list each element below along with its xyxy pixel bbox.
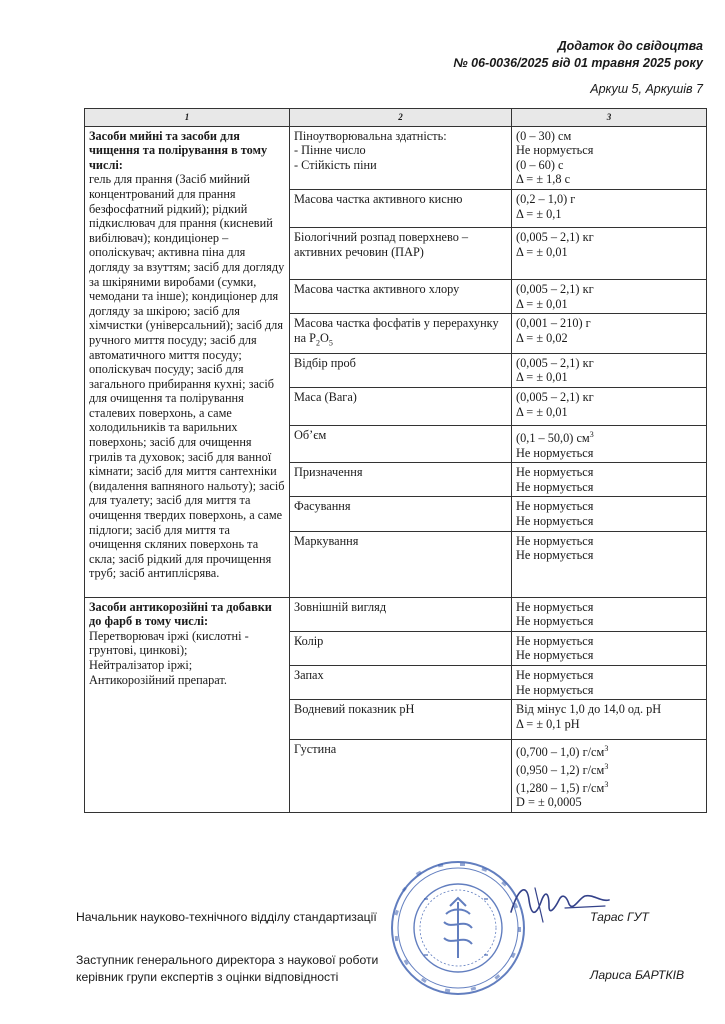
cell-line: Призначення bbox=[294, 465, 363, 480]
table-row bbox=[85, 597, 707, 631]
cell-line: Δ = ± 0,01 bbox=[516, 370, 568, 385]
range-cell bbox=[512, 700, 707, 740]
cell-line bbox=[516, 742, 702, 760]
scope-table bbox=[84, 108, 707, 813]
cell-line: Δ = ± 0,1 pH bbox=[516, 716, 580, 731]
range-cell bbox=[512, 463, 707, 497]
range-text: (0,1 – 50,0) см bbox=[516, 431, 590, 446]
range-text: (0,950 – 1,2) г/см bbox=[516, 762, 605, 777]
appendix-title: Додаток до свідоцтва bbox=[557, 39, 703, 53]
parameter-subscript: 5 bbox=[328, 338, 333, 348]
range-cell bbox=[512, 126, 707, 189]
cell-line: Не нормується bbox=[516, 465, 594, 480]
range-superscript: 3 bbox=[589, 429, 594, 439]
footer-signatory-2-name: Лариса БАРТКІВ bbox=[590, 968, 685, 982]
category-item: Антикорозійний препарат. bbox=[89, 672, 227, 687]
cell-line: Не нормується bbox=[516, 143, 594, 158]
group1-category-cell bbox=[85, 126, 290, 597]
cell-line: (0,2 – 1,0) г bbox=[516, 191, 576, 206]
parameter-cell bbox=[290, 189, 512, 227]
range-cell bbox=[512, 740, 707, 813]
range-text: (1,280 – 1,5) г/см bbox=[516, 780, 605, 795]
category-title: Засоби антикорозійні та добавки до фарб в тому числі: bbox=[89, 599, 272, 629]
cell-line: Не нормується bbox=[516, 548, 594, 563]
cell-line: Не нормується bbox=[516, 445, 594, 460]
range-cell bbox=[512, 387, 707, 425]
range-superscript: 3 bbox=[604, 761, 609, 771]
cell-line: Не нормується bbox=[516, 533, 594, 548]
cell-line: (0 – 60) с bbox=[516, 157, 564, 172]
parameter-cell bbox=[290, 353, 512, 387]
cell-line: - Пінне число bbox=[294, 143, 366, 158]
cell-line: Біологічний розпад поверхнево – активних речовин (ПАР) bbox=[294, 229, 469, 259]
parameter-cell bbox=[290, 387, 512, 425]
cell-line: Не нормується bbox=[516, 668, 594, 683]
range-cell bbox=[512, 227, 707, 279]
category-title: Засоби мийні та засоби для чищення та полірування в тому числі: bbox=[89, 128, 268, 172]
range-cell bbox=[512, 189, 707, 227]
cell-line: Δ = ± 0,02 bbox=[516, 330, 568, 345]
cell-line: Відбір проб bbox=[294, 355, 356, 370]
range-cell bbox=[512, 631, 707, 665]
cell-line: Зовнішній вигляд bbox=[294, 599, 387, 614]
range-cell bbox=[512, 597, 707, 631]
parameter-cell bbox=[290, 700, 512, 740]
parameter-cell bbox=[290, 531, 512, 597]
parameter-cell bbox=[290, 740, 512, 813]
col-header-2: 2 bbox=[290, 109, 512, 127]
cell-line: Не нормується bbox=[516, 648, 594, 663]
parameter-text: O bbox=[319, 330, 329, 345]
cell-line: Не нормується bbox=[516, 499, 594, 514]
parameter-cell bbox=[290, 425, 512, 462]
cell-line: (0,005 – 2,1) кг bbox=[516, 229, 594, 244]
range-cell bbox=[512, 279, 707, 313]
cell-line bbox=[516, 778, 702, 796]
parameter-subscript: 2 bbox=[315, 338, 320, 348]
range-superscript: 3 bbox=[604, 744, 609, 754]
handwritten-signature-icon bbox=[505, 878, 615, 928]
cell-line: Не нормується bbox=[516, 599, 594, 614]
cell-line: Не нормується bbox=[516, 479, 594, 494]
parameter-cell bbox=[290, 631, 512, 665]
cell-line: (0,005 – 2,1) кг bbox=[516, 389, 594, 404]
cell-line: Від мінус 1,0 до 14,0 од. pH bbox=[516, 702, 662, 717]
document-header bbox=[453, 38, 703, 72]
range-text: (0,700 – 1,0) г/см bbox=[516, 745, 605, 760]
cell-line: (0 – 30) см bbox=[516, 128, 572, 143]
parameter-cell bbox=[290, 279, 512, 313]
range-cell bbox=[512, 314, 707, 354]
table-header-row bbox=[85, 109, 707, 127]
category-description: гель для прання (Засіб мийний концентрований для прання безфосфатний рідкий); рідкий підкислювач для прання (кисневий вибілювач); кондиціонер – ополіскувач; активна піна для догляду за взуттям; засіб для догляду за шкіряними виробами (сумки, чемодани та інше); кондиціонер для догляду за шкірою; засіб для хімчистки (універсальний); засіб для ручного миття посуду; засіб для автоматичного миття посуду; ополіскувач посуду; засіб для загального прибирання кухні; засіб для очищення та полірування сталевих поверхонь, а саме холодильників та варильних поверхонь; засіб для очищення грилів та духовок; засіб для ванної кімнати; засіб для миття сантехніки (видалення вапняного нальоту); засіб для туалету; засіб для миття та очищення твердих поверхонь, а саме підлоги; засіб для миття та очищення скляних поверхонь та скла; засіб рідкий для прочищення труб; засіб антиплісрява. bbox=[89, 172, 285, 581]
cell-line: Масова частка активного кисню bbox=[294, 191, 463, 206]
range-superscript: 3 bbox=[604, 779, 609, 789]
cell-line: Фасування bbox=[294, 499, 351, 514]
cell-line: Маркування bbox=[294, 533, 359, 548]
range-cell bbox=[512, 666, 707, 700]
cell-line: Масова частка активного хлору bbox=[294, 281, 460, 296]
cell-line bbox=[516, 428, 702, 446]
col-header-1: 1 bbox=[85, 109, 290, 127]
cell-line: Густина bbox=[294, 742, 337, 757]
certificate-number: № 06-0036/2025 від 01 травня 2025 року bbox=[453, 56, 703, 70]
category-item: Нейтралізатор іржі; bbox=[89, 658, 193, 673]
range-cell bbox=[512, 497, 707, 531]
cell-line: Об’єм bbox=[294, 427, 327, 442]
cell-line: (0,001 – 210) г bbox=[516, 316, 591, 331]
cell-line: (0,005 – 2,1) кг bbox=[516, 355, 594, 370]
sheet-number: Аркуш 5, Аркушів 7 bbox=[590, 82, 703, 96]
cell-line: Не нормується bbox=[516, 633, 594, 648]
parameter-cell bbox=[290, 227, 512, 279]
range-cell bbox=[512, 425, 707, 462]
parameter-text: Масова частка фосфатів у перерахунку на P bbox=[294, 316, 499, 345]
footer-signatory-1-title: Начальник науково-технічного відділу стандартизації bbox=[76, 910, 377, 924]
cell-line: - Стійкість піни bbox=[294, 157, 377, 172]
parameter-cell bbox=[290, 463, 512, 497]
parameter-cell bbox=[290, 314, 512, 354]
cell-line: Запах bbox=[294, 668, 324, 683]
cell-line: Не нормується bbox=[516, 614, 594, 629]
cell-line: D = ± 0,0005 bbox=[516, 795, 582, 810]
cell-line: Δ = ± 0,01 bbox=[516, 244, 568, 259]
table-row bbox=[85, 126, 707, 189]
parameter-cell bbox=[290, 126, 512, 189]
group2-category-cell bbox=[85, 597, 290, 812]
range-cell bbox=[512, 353, 707, 387]
parameter-cell bbox=[290, 597, 512, 631]
cell-line: Колір bbox=[294, 633, 324, 648]
category-item: Перетворювач іржі (кислотні - грунтові, цинкові); bbox=[89, 628, 249, 658]
cell-line: Не нормується bbox=[516, 682, 594, 697]
cell-line: Δ = ± 0,01 bbox=[516, 296, 568, 311]
footer-signatory-2-title bbox=[76, 952, 378, 986]
range-cell bbox=[512, 531, 707, 597]
cell-line: Піноутворювальна здатність: bbox=[294, 128, 447, 143]
parameter-cell bbox=[290, 666, 512, 700]
cell-line: Δ = ± 1,8 с bbox=[516, 172, 571, 187]
cell-line: Δ = ± 0,1 bbox=[516, 206, 562, 221]
cell-line: Не нормується bbox=[516, 514, 594, 529]
footer-signatory-2-title-line1: Заступник генерального директора з наукової роботи bbox=[76, 953, 379, 967]
cell-line: (0,005 – 2,1) кг bbox=[516, 281, 594, 296]
cell-line: Δ = ± 0,01 bbox=[516, 404, 568, 419]
cell-line: Маса (Вага) bbox=[294, 389, 357, 404]
cell-line: Водневий показник pH bbox=[294, 702, 415, 717]
col-header-3: 3 bbox=[512, 109, 707, 127]
cell-line bbox=[516, 760, 702, 778]
parameter-cell bbox=[290, 497, 512, 531]
footer-signatory-1-name: Тарас ГУТ bbox=[590, 910, 649, 924]
footer-signatory-2-title-line2: керівник групи експертів з оцінки відповідності bbox=[76, 970, 339, 984]
